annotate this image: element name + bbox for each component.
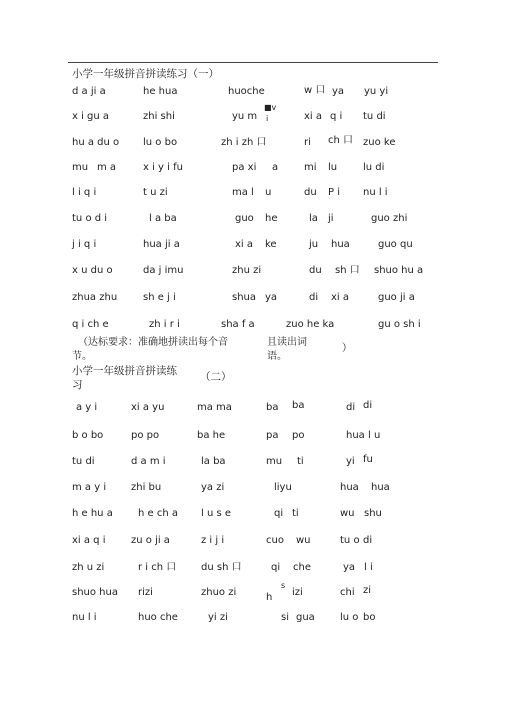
pinyin-word: nu l i <box>363 187 388 198</box>
pinyin-word: po po <box>131 430 160 441</box>
section2-title: 习 <box>72 379 83 391</box>
header-rule <box>68 62 438 63</box>
pinyin-word: P i <box>328 187 340 198</box>
pinyin-word: lu di <box>363 162 385 173</box>
pinyin-word: sh e j i <box>143 292 176 303</box>
pinyin-word: huo che <box>138 612 178 623</box>
pinyin-word: mu <box>266 456 283 467</box>
pinyin-word: xi a <box>235 239 254 250</box>
pinyin-word: di <box>309 292 319 303</box>
pinyin-word: zhi bu <box>131 482 162 493</box>
pinyin-word: guo ji a <box>378 292 415 303</box>
pinyin-word: bo <box>363 612 376 623</box>
pinyin-word: hua <box>371 482 390 493</box>
pinyin-word: x i y i fu <box>143 162 183 173</box>
pinyin-word: yi <box>346 456 355 467</box>
pinyin-word: yu yi <box>364 86 389 97</box>
pinyin-word: he <box>265 213 278 224</box>
pinyin-word: h e ch a <box>138 508 178 519</box>
pinyin-word: l a ba <box>149 213 177 224</box>
pinyin-word: lu o bo <box>143 137 178 148</box>
pinyin-word: m a y i <box>72 482 107 493</box>
pinyin-word: che <box>293 562 311 573</box>
pinyin-word: wu <box>296 535 311 546</box>
section1-title: 小学一年级拼音拼读练习（一） <box>72 68 219 80</box>
pinyin-word: du <box>309 265 322 276</box>
pinyin-word: xi a yu <box>131 402 165 413</box>
pinyin-fragment: h <box>266 592 273 603</box>
requirement-note: ） <box>342 343 352 354</box>
pinyin-word: la <box>309 213 318 224</box>
pinyin-word: a y i <box>76 402 98 413</box>
pinyin-word: h e hu a <box>72 508 113 519</box>
pinyin-word: ba <box>266 402 279 413</box>
pinyin-word: tu o d i <box>72 213 108 224</box>
pinyin-word: a <box>272 162 279 173</box>
pinyin-word: gu o sh i <box>378 319 421 330</box>
pinyin-word: ti <box>297 456 304 467</box>
pinyin-word: zuo ke <box>363 137 396 148</box>
pinyin-word: u <box>265 187 272 198</box>
pinyin-word: mi <box>304 162 317 173</box>
pinyin-word: zh i zh 口 <box>221 137 267 148</box>
pinyin-word: t u zi <box>143 187 168 198</box>
pinyin-word: x u du o <box>72 265 113 276</box>
pinyin-word: ch 口 <box>328 135 354 146</box>
pinyin-word: liyu <box>274 482 292 493</box>
requirement-note: 语。 <box>267 351 287 362</box>
section2-title: （二） <box>200 371 232 383</box>
pinyin-word: hua <box>331 239 350 250</box>
pinyin-word: hua <box>340 482 359 493</box>
pinyin-word: shua <box>232 292 257 303</box>
pinyin-word: tu di <box>72 456 95 467</box>
pinyin-word: shu <box>364 508 382 519</box>
pinyin-word: yu m <box>232 111 258 122</box>
pinyin-word: q i <box>330 111 343 122</box>
pinyin-word: po <box>292 430 305 441</box>
pinyin-word: qi <box>274 508 284 519</box>
requirement-note: 节。 <box>72 351 92 362</box>
pinyin-word: tu di <box>363 111 386 122</box>
pinyin-word: ma l <box>232 187 254 198</box>
requirement-note: 且读出词 <box>267 337 307 348</box>
pinyin-word: xi a q i <box>72 535 106 546</box>
pinyin-word: hua ji a <box>143 239 180 250</box>
pinyin-word: zhi shi <box>143 111 175 122</box>
pinyin-word: tu o <box>340 535 360 546</box>
pinyin-word: gua <box>296 612 315 623</box>
pinyin-word: b o bo <box>72 430 104 441</box>
pinyin-word: q i ch e <box>72 319 109 330</box>
pinyin-word: z i j i <box>201 535 225 546</box>
pinyin-word: du sh 口 <box>201 562 242 573</box>
pinyin-word: zhua zhu <box>72 292 118 303</box>
pinyin-word: ba <box>292 400 305 411</box>
pinyin-word: ya <box>332 86 345 97</box>
pinyin-word: mu <box>72 162 89 173</box>
pinyin-word: he hua <box>143 86 178 97</box>
pinyin-word: hu a du o <box>72 137 120 148</box>
pinyin-word: pa xi <box>232 162 257 173</box>
pinyin-word: lu o <box>340 612 359 623</box>
pinyin-word: sh 口 <box>335 265 360 276</box>
pinyin-word: l u s e <box>201 508 232 519</box>
pinyin-word: l i q i <box>72 187 97 198</box>
pinyin-word: izi <box>292 587 303 598</box>
pinyin-word: zh u zi <box>72 562 105 573</box>
requirement-note: （达标要求：准确地拼读出每个音 <box>78 337 228 348</box>
pinyin-word: ji <box>328 213 334 224</box>
pinyin-word: shuo hu a <box>374 265 424 276</box>
pinyin-word: hua l u <box>346 430 381 441</box>
pinyin-word: w 口 <box>304 85 326 96</box>
pinyin-word: du <box>304 187 317 198</box>
pinyin-word: chi <box>340 587 355 598</box>
pinyin-word: fu <box>363 454 373 465</box>
pinyin-word: cuo <box>266 535 284 546</box>
pinyin-word: di <box>363 400 373 411</box>
pinyin-word: da j imu <box>143 265 184 276</box>
pinyin-word: ti <box>292 508 299 519</box>
pinyin-word: d a ji a <box>72 86 106 97</box>
pinyin-word: ma ma <box>197 402 232 413</box>
pinyin-word: m a <box>97 162 117 173</box>
pinyin-word: guo zhi <box>371 213 408 224</box>
pinyin-word: xi a <box>331 292 350 303</box>
pinyin-word: shuo hua <box>72 587 118 598</box>
pinyin-fragment: i <box>266 114 269 123</box>
pinyin-word: ju <box>309 239 319 250</box>
pinyin-word: ya <box>343 562 356 573</box>
pinyin-word: xi a <box>304 111 323 122</box>
pinyin-word: j i q i <box>72 239 97 250</box>
pinyin-fragment: ■v <box>264 103 277 112</box>
pinyin-word: yi zi <box>208 612 228 623</box>
pinyin-word: rizi <box>138 587 153 598</box>
pinyin-word: ya zi <box>201 482 225 493</box>
pinyin-word: qi <box>271 562 281 573</box>
pinyin-word: di <box>346 402 356 413</box>
pinyin-word: r i ch 口 <box>138 562 177 573</box>
pinyin-word: nu l i <box>72 612 97 623</box>
pinyin-word: zu o ji a <box>131 535 170 546</box>
pinyin-word: zhuo zi <box>201 587 237 598</box>
pinyin-word: ya <box>265 292 278 303</box>
pinyin-fragment: s <box>281 581 286 590</box>
section2-title: 小学一年级拼音拼读练 <box>72 365 177 377</box>
pinyin-word: ba he <box>197 430 226 441</box>
pinyin-word: pa <box>266 430 279 441</box>
pinyin-word: wu <box>340 508 355 519</box>
pinyin-word: x i gu a <box>72 111 110 122</box>
pinyin-word: sha f a <box>221 319 255 330</box>
pinyin-word: d a m i <box>131 456 166 467</box>
pinyin-word: huoche <box>228 86 265 97</box>
pinyin-word: di <box>363 535 373 546</box>
pinyin-word: ri <box>304 137 311 148</box>
pinyin-word: zi <box>363 585 372 596</box>
pinyin-word: zhu zi <box>232 265 262 276</box>
pinyin-word: ke <box>265 239 277 250</box>
pinyin-word: zuo he ka <box>286 319 335 330</box>
pinyin-word: zh i r i <box>149 319 180 330</box>
pinyin-word: guo <box>235 213 254 224</box>
pinyin-word: si <box>281 612 289 623</box>
pinyin-word: lu <box>328 162 338 173</box>
pinyin-word: la ba <box>201 456 226 467</box>
pinyin-word: l i <box>364 562 373 573</box>
pinyin-word: guo qu <box>378 239 413 250</box>
